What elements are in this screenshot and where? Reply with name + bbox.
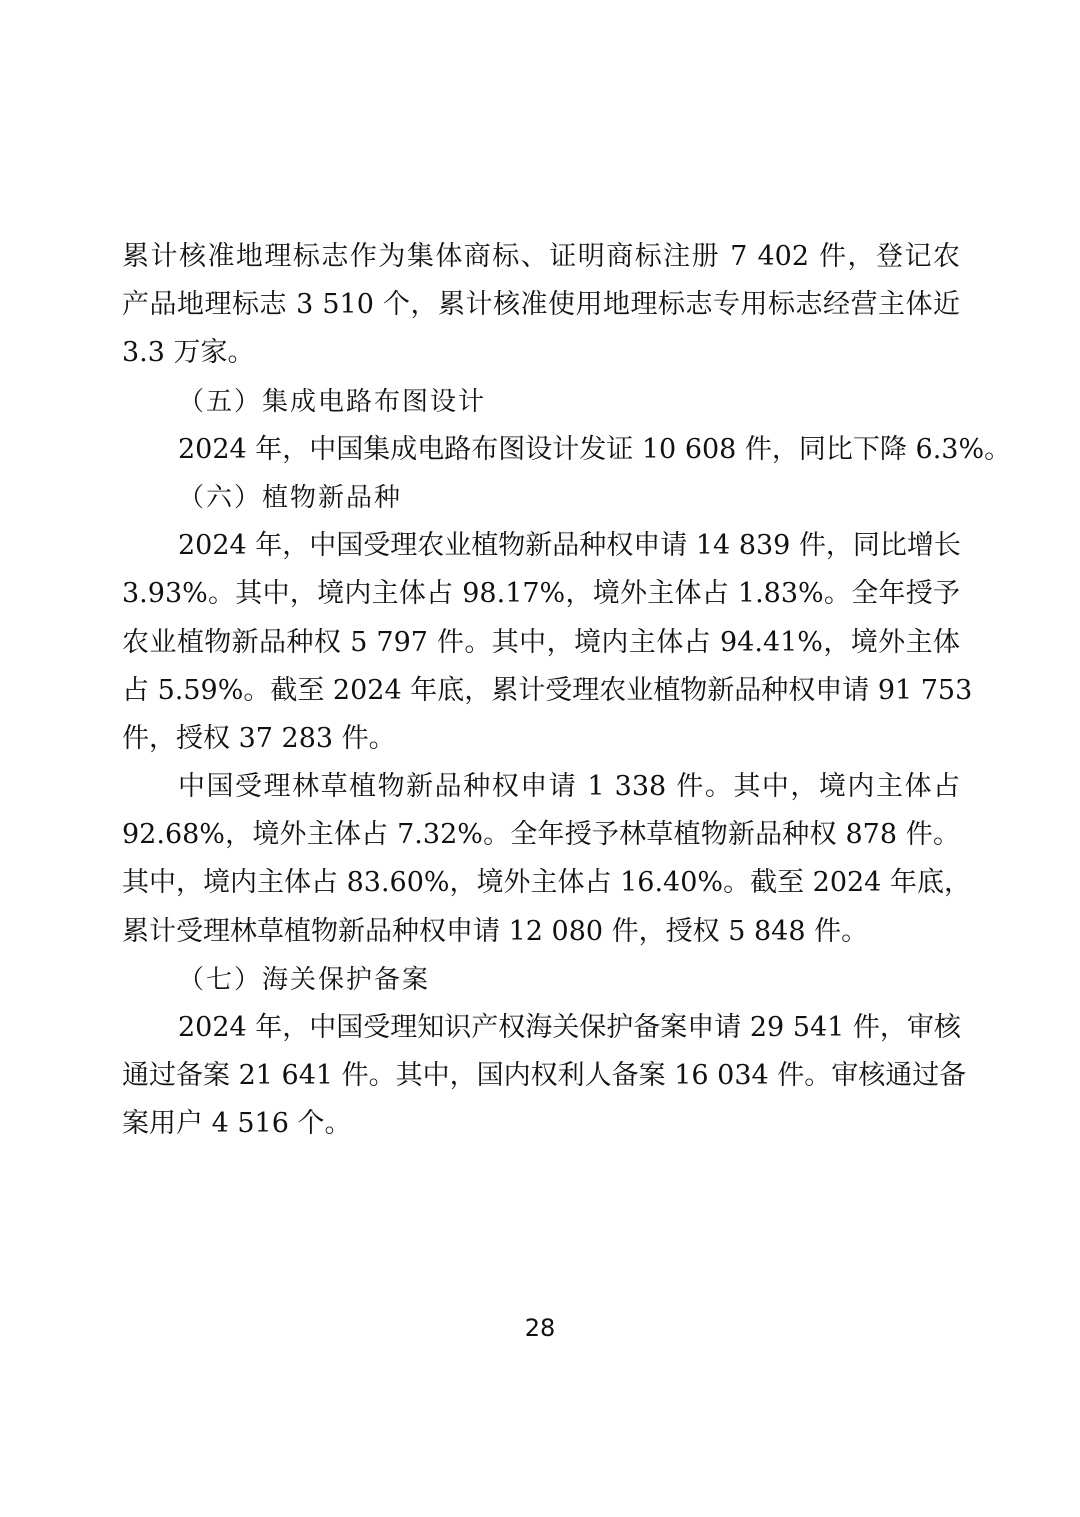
paragraph-line: 2024 年，中国受理农业植物新品种权申请 14 839 件，同比增长 bbox=[178, 530, 961, 562]
section-heading: （七）海关保护备案 bbox=[178, 964, 431, 995]
paragraph-line: 累计核准地理标志作为集体商标、证明商标注册 7 402 件，登记农 bbox=[122, 241, 960, 272]
paragraph-line: 2024 年，中国受理知识产权海关保护备案申请 29 541 件，审核 bbox=[178, 1012, 961, 1043]
paragraph-line: 通过备案 21 641 件。其中，国内权利人备案 16 034 件。审核通过备 bbox=[122, 1060, 967, 1092]
paragraph-line: 农业植物新品种权 5 797 件。其中，境内主体占 94.41%，境外主体 bbox=[122, 626, 960, 658]
section-integrated-circuit bbox=[122, 378, 1012, 474]
agricultural-varieties-paragraph bbox=[122, 522, 973, 763]
document-body bbox=[122, 233, 1012, 1149]
section-plant-varieties bbox=[122, 474, 973, 956]
section-heading: （五）集成电路布图设计 bbox=[178, 386, 487, 417]
paragraph-line: 件，授权 37 283 件。 bbox=[122, 722, 396, 754]
paragraph-line: 占 5.59%。截至 2024 年底，累计受理农业植物新品种权申请 91 753 bbox=[122, 674, 973, 706]
paragraph-line: 累计受理林草植物新品种权申请 12 080 件，授权 5 848 件。 bbox=[122, 915, 869, 947]
paragraph-line: 92.68%，境外主体占 7.32%。全年授予林草植物新品种权 878 件。 bbox=[122, 819, 960, 851]
paragraph-line: 2024 年，中国集成电路布图设计发证 10 608 件，同比下降 6.3%。 bbox=[178, 433, 1012, 465]
paragraph-line: 3.3 万家。 bbox=[122, 337, 255, 369]
forestry-varieties-paragraph bbox=[122, 763, 971, 956]
paragraph-line: 3.93%。其中，境内主体占 98.17%，境外主体占 1.83%。全年授予 bbox=[122, 578, 960, 610]
section-heading: （六）植物新品种 bbox=[178, 482, 403, 513]
intro-paragraph bbox=[122, 233, 960, 378]
paragraph-line: 案用户 4 516 个。 bbox=[122, 1108, 352, 1140]
page-number: 28 bbox=[524, 1314, 556, 1342]
paragraph-line: 其中，境内主体占 83.60%，境外主体占 16.40%。截至 2024 年底， bbox=[122, 867, 971, 899]
section-customs-protection bbox=[122, 956, 967, 1149]
paragraph-line: 中国受理林草植物新品种权申请 1 338 件。其中，境内主体占 bbox=[178, 771, 960, 803]
paragraph-line: 产品地理标志 3 510 个，累计核准使用地理标志专用标志经营主体近 bbox=[122, 289, 960, 321]
